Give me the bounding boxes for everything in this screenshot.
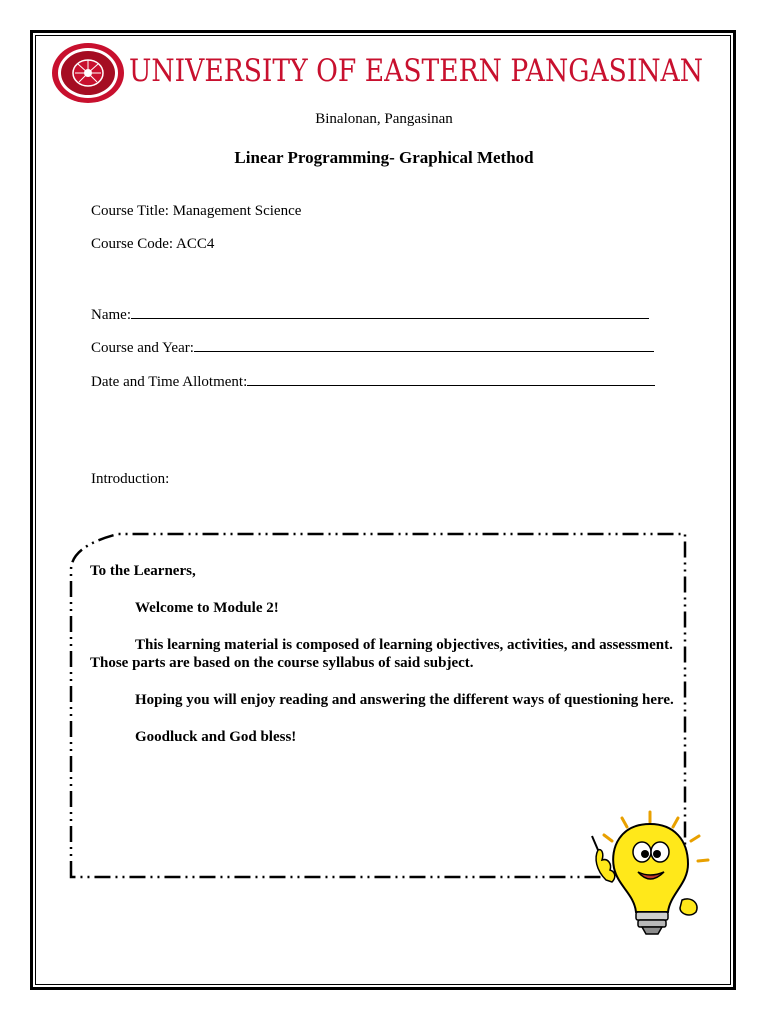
learner-note-text — [90, 562, 678, 765]
university-seal-icon — [51, 42, 125, 104]
svg-text:UNIVERSITY OF EASTERN PANGASIN: UNIVERSITY OF EASTERN PANGASINAN — [129, 53, 703, 89]
name-label: Name: — [91, 307, 131, 323]
note-body: This learning material is composed of learning objectives, activities, and assessment. Those parts are based on the course syllabus of said subject. — [90, 637, 673, 671]
course-year-label: Course and Year: — [91, 340, 194, 356]
note-closing: Goodluck and God bless! — [135, 729, 297, 745]
course-title-label: Course Title: — [91, 203, 169, 219]
course-title-line — [91, 203, 301, 220]
lightbulb-mascot-icon — [578, 808, 718, 943]
note-hope: Hoping you will enjoy reading and answering the different ways of questioning here. — [135, 692, 674, 708]
date-time-blank[interactable] — [247, 371, 655, 386]
date-time-line — [91, 371, 655, 391]
course-code-line — [91, 236, 214, 253]
course-code-value: ACC4 — [176, 236, 215, 252]
course-code-label: Course Code: — [91, 236, 174, 252]
university-name — [129, 50, 707, 90]
name-line — [91, 304, 649, 324]
course-year-blank[interactable] — [194, 337, 654, 352]
note-welcome: Welcome to Module 2! — [135, 600, 279, 616]
course-title-value: Management Science — [172, 203, 302, 219]
header-banner — [51, 42, 707, 104]
name-blank[interactable] — [131, 304, 649, 319]
university-location: Binalonan, Pangasinan — [315, 111, 453, 127]
date-time-label: Date and Time Allotment: — [91, 374, 248, 390]
course-year-line — [91, 337, 654, 357]
introduction-label: Introduction: — [91, 471, 170, 487]
document-title: Linear Programming- Graphical Method — [234, 148, 534, 167]
note-greeting: To the Learners, — [90, 563, 196, 579]
